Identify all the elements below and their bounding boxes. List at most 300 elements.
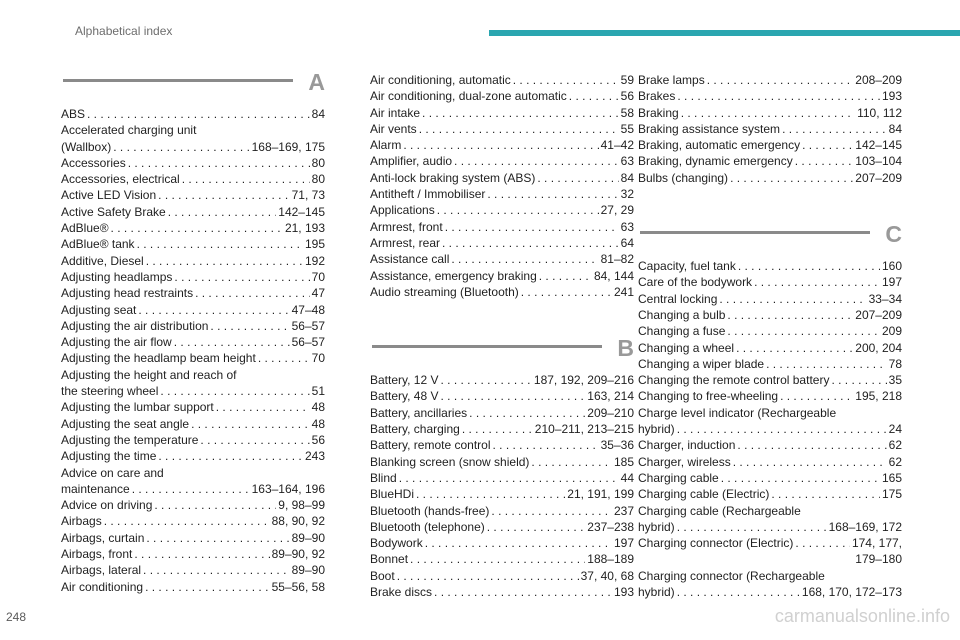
index-entry-pages: 44 bbox=[620, 470, 634, 485]
index-entry-term: hybrid) bbox=[638, 585, 675, 600]
section-gap bbox=[638, 186, 902, 224]
index-entry-pages: 103–104 bbox=[855, 154, 902, 169]
leader-dots bbox=[422, 105, 619, 121]
index-entry-term: Adjusting headlamps bbox=[61, 269, 173, 284]
index-entry-pages: 142–145 bbox=[278, 204, 325, 219]
leader-dots bbox=[738, 258, 880, 274]
index-entry-term: Airbags, front bbox=[61, 547, 133, 562]
index-entry bbox=[370, 219, 634, 235]
leader-dots bbox=[754, 274, 880, 290]
index-entry bbox=[370, 153, 634, 169]
index-entry-term: Braking, dynamic emergency bbox=[638, 154, 793, 169]
index-entry-term: maintenance bbox=[61, 481, 130, 496]
section-header bbox=[61, 69, 325, 102]
index-entry bbox=[638, 137, 902, 153]
index-entry bbox=[370, 535, 634, 551]
index-entry bbox=[638, 170, 902, 186]
index-column-3 bbox=[638, 72, 902, 600]
index-entry-pages: 27, 29 bbox=[600, 203, 634, 218]
index-entry-pages: 78 bbox=[888, 356, 902, 371]
leader-dots bbox=[445, 219, 619, 235]
index-entry-term: Bodywork bbox=[370, 536, 423, 551]
index-entry-pages: 193 bbox=[881, 89, 902, 104]
index-entry-term: Changing a wiper blade bbox=[638, 356, 765, 371]
leader-dots bbox=[771, 486, 880, 502]
index-entry bbox=[638, 274, 902, 290]
index-entry-term: Changing the remote control battery bbox=[638, 373, 830, 388]
page-header-title: Alphabetical index bbox=[75, 24, 173, 38]
index-entry bbox=[370, 202, 634, 218]
index-entry bbox=[370, 454, 634, 470]
index-entry-line: Advice on care and bbox=[61, 465, 164, 480]
leader-dots bbox=[191, 416, 310, 432]
index-entry-term: Assistance, emergency braking bbox=[370, 268, 537, 283]
index-entry-pages: 47–48 bbox=[291, 302, 325, 317]
section-letter: B bbox=[617, 335, 634, 362]
leader-dots bbox=[795, 153, 854, 169]
index-entry bbox=[61, 155, 325, 171]
index-entry-pages: 237–238 bbox=[587, 519, 634, 534]
index-entry-pages: 21, 193 bbox=[284, 221, 325, 236]
index-entry bbox=[638, 388, 902, 404]
index-entry-term: Charging cable bbox=[638, 470, 719, 485]
index-entry bbox=[638, 437, 902, 453]
index-entry-pages: 55 bbox=[620, 121, 634, 136]
index-entry-term: AdBlue® bbox=[61, 221, 109, 236]
index-entry-pages: 197 bbox=[881, 275, 902, 290]
index-entry bbox=[638, 121, 902, 137]
leader-dots bbox=[160, 383, 309, 399]
index-entry-pages: 56 bbox=[620, 89, 634, 104]
index-entry-term: Adjusting the temperature bbox=[61, 432, 199, 447]
index-entry-pages: 188–189 bbox=[587, 552, 634, 567]
index-entry bbox=[638, 291, 902, 307]
index-entry bbox=[370, 584, 634, 600]
index-entry-term: Changing a wheel bbox=[638, 340, 735, 355]
index-entry-pages: 209–210 bbox=[587, 405, 634, 420]
leader-dots bbox=[146, 530, 289, 546]
index-entry bbox=[370, 121, 634, 137]
section-gap bbox=[370, 300, 634, 338]
index-entry-pages: 193 bbox=[613, 585, 634, 600]
index-entry-term: Alarm bbox=[370, 138, 402, 153]
index-entry-pages: 195, 218 bbox=[855, 389, 902, 404]
index-entry-term: (Wallbox) bbox=[61, 139, 112, 154]
index-entry bbox=[638, 584, 902, 600]
leader-dots bbox=[146, 253, 303, 269]
index-entry bbox=[370, 470, 634, 486]
index-entry-pages: 200, 204 bbox=[855, 340, 902, 355]
index-entry-pages: 41–42 bbox=[600, 138, 634, 153]
index-entry-term: Air vents bbox=[370, 121, 417, 136]
index-entry-pages: 70 bbox=[311, 269, 325, 284]
index-entry bbox=[61, 513, 325, 529]
index-entry-pages: 32 bbox=[620, 187, 634, 202]
leader-dots bbox=[132, 481, 250, 497]
index-entry-term: Battery, ancillaries bbox=[370, 405, 468, 420]
index-entry-term: Amplifier, audio bbox=[370, 154, 453, 169]
leader-dots bbox=[487, 519, 586, 535]
index-entry-pages: 207–209 bbox=[855, 307, 902, 322]
index-entry-pages: 89–90 bbox=[291, 530, 325, 545]
index-entry-term: Armrest, front bbox=[370, 219, 443, 234]
index-entry bbox=[638, 340, 902, 356]
leader-dots bbox=[137, 236, 303, 252]
index-entry-term: hybrid) bbox=[638, 519, 675, 534]
index-entry-pages: 51 bbox=[311, 384, 325, 399]
leader-dots bbox=[681, 105, 855, 121]
index-entry-term: Adjusting the seat angle bbox=[61, 416, 190, 431]
index-entry-term: Battery, 12 V bbox=[370, 373, 439, 388]
leader-dots bbox=[104, 513, 270, 529]
index-entry-term: Blanking screen (snow shield) bbox=[370, 454, 530, 469]
index-entry bbox=[61, 187, 325, 203]
index-entry-pages: 185 bbox=[613, 454, 634, 469]
index-section bbox=[370, 72, 634, 300]
index-entry-pages: 207–209 bbox=[855, 170, 902, 185]
index-entry-term: Bluetooth (telephone) bbox=[370, 519, 485, 534]
index-entry-term: Bluetooth (hands-free) bbox=[370, 503, 490, 518]
index-entry-term: Braking, automatic emergency bbox=[638, 138, 801, 153]
leader-dots bbox=[442, 235, 619, 251]
leader-dots bbox=[491, 503, 612, 519]
leader-dots bbox=[802, 137, 853, 153]
index-entry bbox=[638, 519, 902, 535]
index-entry bbox=[61, 204, 325, 220]
leader-dots bbox=[419, 121, 619, 137]
index-entry-pages: 80 bbox=[311, 172, 325, 187]
index-entry-line: Accelerated charging unit bbox=[61, 123, 197, 138]
leader-dots bbox=[440, 388, 585, 404]
index-column-2 bbox=[370, 72, 634, 600]
leader-dots bbox=[727, 307, 853, 323]
index-entry-pages: 208–209 bbox=[855, 73, 902, 87]
watermark: carmanualsonline.info bbox=[774, 606, 950, 626]
index-section bbox=[61, 69, 325, 595]
index-entry-pages: 89–90, 92 bbox=[271, 547, 325, 562]
index-entry-term: Charging cable (Electric) bbox=[638, 487, 770, 502]
leader-dots bbox=[730, 170, 853, 186]
index-entry-pages: 62 bbox=[888, 454, 902, 469]
leader-dots bbox=[416, 486, 565, 502]
index-entry-pages: 24 bbox=[888, 422, 902, 437]
index-entry bbox=[638, 105, 902, 121]
page-number: 248 bbox=[6, 610, 27, 624]
index-entry-term: Airbags, curtain bbox=[61, 530, 145, 545]
index-entry-term: Battery, remote control bbox=[370, 438, 491, 453]
index-entry bbox=[370, 568, 634, 584]
page-header-bar bbox=[489, 30, 960, 36]
leader-dots bbox=[440, 372, 531, 388]
index-entry-term: Accessories bbox=[61, 155, 126, 170]
index-entry-pages: 84, 144 bbox=[593, 268, 634, 283]
leader-dots bbox=[727, 323, 880, 339]
index-entry bbox=[370, 88, 634, 104]
index-entry bbox=[370, 137, 634, 153]
index-entry-pages: 47 bbox=[311, 286, 325, 301]
leader-dots bbox=[425, 535, 612, 551]
index-entry-pages: 9, 98–99 bbox=[278, 498, 325, 513]
index-section bbox=[370, 300, 634, 600]
index-entry-term: Care of the bodywork bbox=[638, 275, 753, 290]
index-entry-pages: 35 bbox=[888, 373, 902, 388]
index-entry bbox=[638, 454, 902, 470]
section-header bbox=[638, 221, 902, 254]
index-entry bbox=[370, 437, 634, 453]
leader-dots bbox=[513, 72, 619, 88]
leader-dots bbox=[780, 388, 853, 404]
index-entry-pages: 195 bbox=[304, 237, 325, 252]
leader-dots bbox=[210, 318, 289, 334]
index-entry bbox=[370, 486, 634, 502]
index-entry bbox=[61, 350, 325, 366]
leader-dots bbox=[216, 399, 310, 415]
leader-dots bbox=[569, 88, 619, 104]
index-entry bbox=[61, 399, 325, 415]
index-entry-pages: 56 bbox=[311, 432, 325, 447]
index-entry bbox=[61, 546, 325, 562]
index-entry-pages: 168–169, 172 bbox=[828, 519, 902, 534]
leader-dots bbox=[399, 470, 619, 486]
leader-dots bbox=[462, 421, 533, 437]
index-entry-pages: 33–34 bbox=[868, 291, 902, 306]
index-entry-term: Adjusting the time bbox=[61, 449, 157, 464]
leader-dots bbox=[87, 106, 310, 122]
index-entry-line: Charge level indicator (Rechargeable bbox=[638, 405, 837, 420]
index-entry-term: Charger, induction bbox=[638, 438, 736, 453]
leader-dots bbox=[200, 432, 309, 448]
leader-dots bbox=[733, 454, 887, 470]
index-entry-pages: 84 bbox=[888, 121, 902, 136]
index-entry-pages: 163–164, 196 bbox=[251, 481, 325, 496]
index-entry-pages: 243 bbox=[304, 449, 325, 464]
index-entry bbox=[638, 88, 902, 104]
index-entry-line: Adjusting the height and reach of bbox=[61, 367, 237, 382]
index-entry-term: Battery, 48 V bbox=[370, 389, 439, 404]
leader-dots bbox=[195, 285, 310, 301]
index-entry-pages: 163, 214 bbox=[587, 389, 634, 404]
leader-dots bbox=[469, 405, 585, 421]
index-entry bbox=[370, 268, 634, 284]
index-entry-term: Capacity, fuel tank bbox=[638, 259, 736, 274]
index-entry-pages: 48 bbox=[311, 416, 325, 431]
index-entry-term: Changing a fuse bbox=[638, 324, 726, 339]
index-entry-term: Anti-lock braking system (ABS) bbox=[370, 170, 536, 185]
index-entry-term: AdBlue® tank bbox=[61, 237, 135, 252]
index-entry-term: Brake discs bbox=[370, 585, 433, 600]
section-rule bbox=[63, 79, 293, 82]
index-entry-term: Air conditioning, dual-zone automatic bbox=[370, 89, 567, 104]
index-entry-term: Adjusting seat bbox=[61, 302, 137, 317]
index-entry-term: Audio streaming (Bluetooth) bbox=[370, 284, 519, 299]
index-entry-term: Air intake bbox=[370, 105, 421, 120]
index-section bbox=[638, 72, 902, 186]
index-entry-pages: 63 bbox=[620, 219, 634, 234]
index-entry bbox=[61, 318, 325, 334]
index-entry-term: the steering wheel bbox=[61, 384, 159, 399]
section-letter: C bbox=[885, 221, 902, 248]
index-entry-term: Air conditioning, automatic bbox=[370, 73, 511, 87]
leader-dots bbox=[158, 448, 303, 464]
leader-dots bbox=[677, 584, 800, 600]
index-entry bbox=[370, 372, 634, 388]
leader-dots bbox=[782, 121, 887, 137]
index-entry bbox=[370, 105, 634, 121]
leader-dots bbox=[397, 568, 579, 584]
section-rule bbox=[372, 345, 602, 348]
index-entry-pages: 84 bbox=[311, 107, 325, 121]
index-entry bbox=[61, 416, 325, 432]
index-entry bbox=[61, 236, 325, 252]
index-entry-pages: 210–211, 213–215 bbox=[534, 422, 634, 437]
index-entry bbox=[638, 153, 902, 169]
index-entry bbox=[638, 307, 902, 323]
leader-dots bbox=[143, 562, 290, 578]
index-entry-term: Boot bbox=[370, 568, 395, 583]
index-entry-pages: 165 bbox=[881, 470, 902, 485]
index-entry-term: hybrid) bbox=[638, 422, 675, 437]
index-entry-term: Adjusting the air flow bbox=[61, 335, 172, 350]
index-entry bbox=[370, 388, 634, 404]
index-entry-pages: 37, 40, 68 bbox=[580, 568, 634, 583]
leader-dots bbox=[174, 269, 309, 285]
leader-dots bbox=[111, 220, 283, 236]
index-entry bbox=[370, 72, 634, 88]
index-entry bbox=[638, 72, 902, 88]
leader-dots bbox=[677, 421, 887, 437]
index-entry bbox=[370, 251, 634, 267]
leader-dots bbox=[707, 72, 854, 88]
section-header bbox=[370, 335, 634, 368]
index-entry-pages: 63 bbox=[620, 154, 634, 169]
index-entry-pages: 80 bbox=[311, 155, 325, 170]
index-entry bbox=[638, 421, 902, 437]
index-entry bbox=[61, 302, 325, 318]
index-entry-term: Adjusting head restraints bbox=[61, 286, 194, 301]
section-letter: A bbox=[308, 69, 325, 95]
index-entry-pages: 70 bbox=[311, 351, 325, 366]
index-entry bbox=[638, 535, 902, 551]
index-entry-term: Braking assistance system bbox=[638, 121, 781, 136]
index-entry-term: Charging connector (Electric) bbox=[638, 536, 794, 551]
index-entry-term: Changing to free-wheeling bbox=[638, 389, 779, 404]
index-entry-pages: 197 bbox=[613, 536, 634, 551]
index-entry bbox=[370, 186, 634, 202]
leader-dots bbox=[145, 579, 270, 595]
index-entry-pages: 62 bbox=[888, 438, 902, 453]
leader-dots bbox=[521, 284, 612, 300]
leader-dots bbox=[831, 372, 886, 388]
index-entry bbox=[61, 530, 325, 546]
index-entry-term: Active Safety Brake bbox=[61, 204, 166, 219]
leader-dots bbox=[537, 170, 618, 186]
index-entry-term: Charger, wireless bbox=[638, 454, 731, 469]
index-entry bbox=[61, 269, 325, 285]
index-entry-pages: 55–56, 58 bbox=[271, 579, 325, 594]
index-entry bbox=[61, 579, 325, 595]
leader-dots bbox=[737, 437, 886, 453]
index-entry-term: Adjusting the headlamp beam height bbox=[61, 351, 256, 366]
index-entry-term: Blind bbox=[370, 470, 397, 485]
leader-dots bbox=[493, 437, 599, 453]
leader-dots bbox=[721, 470, 880, 486]
index-entry-term: Airbags bbox=[61, 514, 102, 529]
index-entry bbox=[638, 258, 902, 274]
leader-dots bbox=[434, 584, 612, 600]
index-entry bbox=[61, 334, 325, 350]
index-entry-pages: 35–36 bbox=[600, 438, 634, 453]
index-entry-pages: 81–82 bbox=[600, 252, 634, 267]
index-entry-pages: 160 bbox=[881, 259, 902, 274]
index-entry bbox=[370, 405, 634, 421]
leader-dots bbox=[154, 497, 276, 513]
index-column-1 bbox=[61, 69, 325, 595]
index-entry-pages: 71, 73 bbox=[291, 188, 325, 203]
index-entry-pages: 241 bbox=[613, 284, 634, 299]
leader-dots bbox=[174, 334, 290, 350]
index-entry-term: Airbags, lateral bbox=[61, 563, 142, 578]
index-entry-pages: 110, 112 bbox=[857, 105, 902, 120]
leader-dots bbox=[113, 139, 249, 155]
index-entry bbox=[370, 551, 634, 567]
index-entry-pages: 209 bbox=[881, 324, 902, 339]
index-entry bbox=[638, 356, 902, 372]
index-section bbox=[638, 186, 902, 600]
index-entry bbox=[61, 481, 325, 497]
leader-dots bbox=[168, 204, 277, 220]
index-entry bbox=[61, 562, 325, 578]
leader-dots bbox=[138, 302, 289, 318]
index-entry bbox=[370, 170, 634, 186]
index-entry-term: Advice on driving bbox=[61, 498, 153, 513]
index-entry bbox=[61, 383, 325, 399]
index-entry-term: Brake lamps bbox=[638, 73, 705, 87]
index-entry-pages: 174, 177, bbox=[851, 536, 902, 551]
index-entry-term: Central locking bbox=[638, 291, 718, 306]
index-entry bbox=[638, 470, 902, 486]
index-entry-term: Bulbs (changing) bbox=[638, 170, 729, 185]
index-entry-pages: 88, 90, 92 bbox=[271, 514, 325, 529]
index-entry-term: Brakes bbox=[638, 89, 676, 104]
leader-dots bbox=[403, 137, 598, 153]
index-entry-term: Adjusting the lumbar support bbox=[61, 400, 214, 415]
index-entry-pages: 142–145 bbox=[855, 138, 902, 153]
index-entry-term: Active LED Vision bbox=[61, 188, 157, 203]
index-entry-term: ABS bbox=[61, 107, 86, 121]
index-entry bbox=[61, 253, 325, 269]
leader-dots bbox=[134, 546, 269, 562]
leader-dots bbox=[451, 251, 598, 267]
index-entry bbox=[61, 448, 325, 464]
leader-dots bbox=[410, 551, 585, 567]
index-entry bbox=[61, 139, 325, 155]
index-entry-term: Additive, Diesel bbox=[61, 253, 144, 268]
leader-dots bbox=[158, 187, 289, 203]
index-entry-pages: 175 bbox=[881, 487, 902, 502]
index-entry-pages: 59 bbox=[620, 73, 634, 87]
index-entry bbox=[370, 284, 634, 300]
index-entry-pages: 168, 170, 172–173 bbox=[801, 585, 902, 600]
leader-dots bbox=[719, 291, 866, 307]
index-entry-term: Bonnet bbox=[370, 552, 409, 567]
leader-dots bbox=[766, 356, 887, 372]
index-entry-term: BlueHDi bbox=[370, 487, 415, 502]
index-entry bbox=[370, 235, 634, 251]
leader-dots bbox=[677, 519, 827, 535]
index-entry bbox=[370, 519, 634, 535]
leader-dots bbox=[795, 535, 850, 551]
index-entry-pages: 64 bbox=[620, 235, 634, 250]
